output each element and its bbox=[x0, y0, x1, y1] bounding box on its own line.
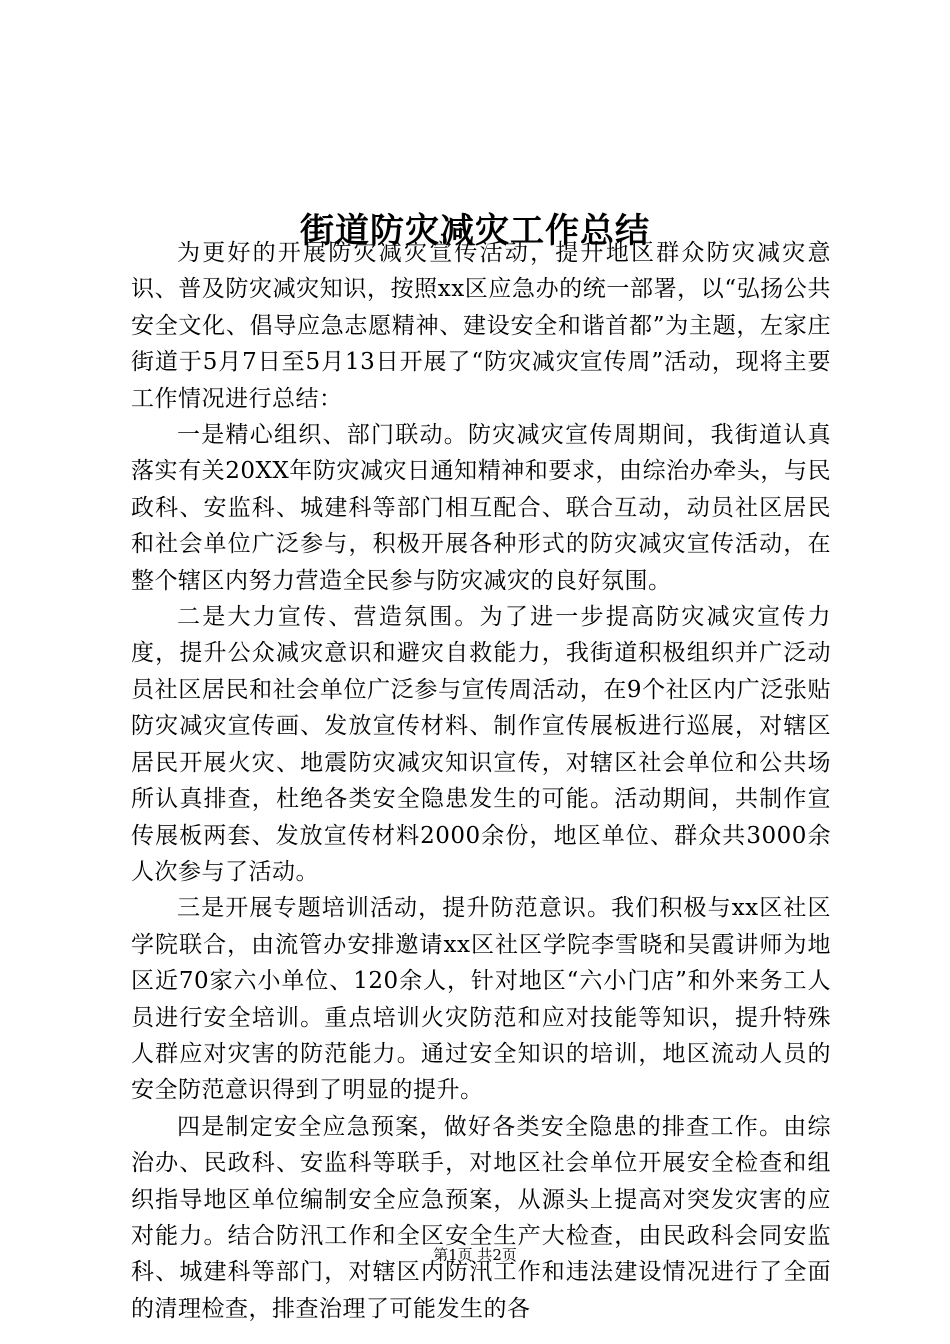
paragraph-point-3: 三是开展专题培训活动，提升防范意识。我们积极与xx区社区学院联合，由流管办安排邀请xx区社区学院李雪晓和吴霞讲师为地区近70家六小单位、120余人，针对地区“六小门店”和外来务工人员进行安全培训。重点培训火灾防范和应对技能等知识，提升特殊人群应对灾害的防范能力。通过安全知识的培训，地区流动人员的安全防范意识得到了明显的提升。 bbox=[131, 895, 831, 1104]
paragraph-intro: 为更好的开展防灾减灾宣传活动，提升地区群众防灾减灾意识、普及防灾减灾知识，按照xx区应急办的统一部署，以“弘扬公共安全文化、倡导应急志愿精神、建设安全和谐首都”为主题，左家庄街道于5月7日至5月13日开展了“防灾减灾宣传周”活动，现将主要工作情况进行总结： bbox=[131, 240, 831, 412]
paragraph-point-4: 四是制定安全应急预案，做好各类安全隐患的排查工作。由综治办、民政科、安监科等联手，对地区社会单位开展安全检查和组织指导地区单位编制安全应急预案，从源头上提高对突发灾害的应对能力。结合防汛工作和全区安全生产大检查，由民政科会同安监科、城建科等部门，对辖区内防汛工作和违法建设情况进行了全面的清理检查，排查治理了可能发生的各 bbox=[131, 1113, 831, 1322]
paragraph-point-2: 二是大力宣传、营造氛围。为了进一步提高防灾减灾宣传力度，提升公众减灾意识和避灾自救能力，我街道积极组织并广泛动员社区居民和社会单位广泛参与宣传周活动，在9个社区内广泛张贴防灾减灾宣传画、发放宣传材料、制作宣传展板进行巡展，对辖区居民开展火灾、地震防灾减灾知识宣传，对辖区社会单位和公共场所认真排查，杜绝各类安全隐患发生的可能。活动期间，共制作宣传展板两套、发放宣传材料2000余份，地区单位、群众共3000余人次参与了活动。 bbox=[131, 604, 831, 885]
page-footer: 第1页 共2页 bbox=[433, 1246, 517, 1264]
document-title: 街道防灾减灾工作总结 bbox=[300, 210, 650, 251]
paragraph-point-1: 一是精心组织、部门联动。防灾减灾宣传周期间，我街道认真落实有关20XX年防灾减灾日通知精神和要求，由综治办牵头，与民政科、安监科、城建科等部门相互配合、联合互动，动员社区居民和社会单位广泛参与，积极开展各种形式的防灾减灾宣传活动，在整个辖区内努力营造全民参与防灾减灾的良好氛围。 bbox=[131, 422, 831, 594]
document-body bbox=[131, 235, 831, 1327]
